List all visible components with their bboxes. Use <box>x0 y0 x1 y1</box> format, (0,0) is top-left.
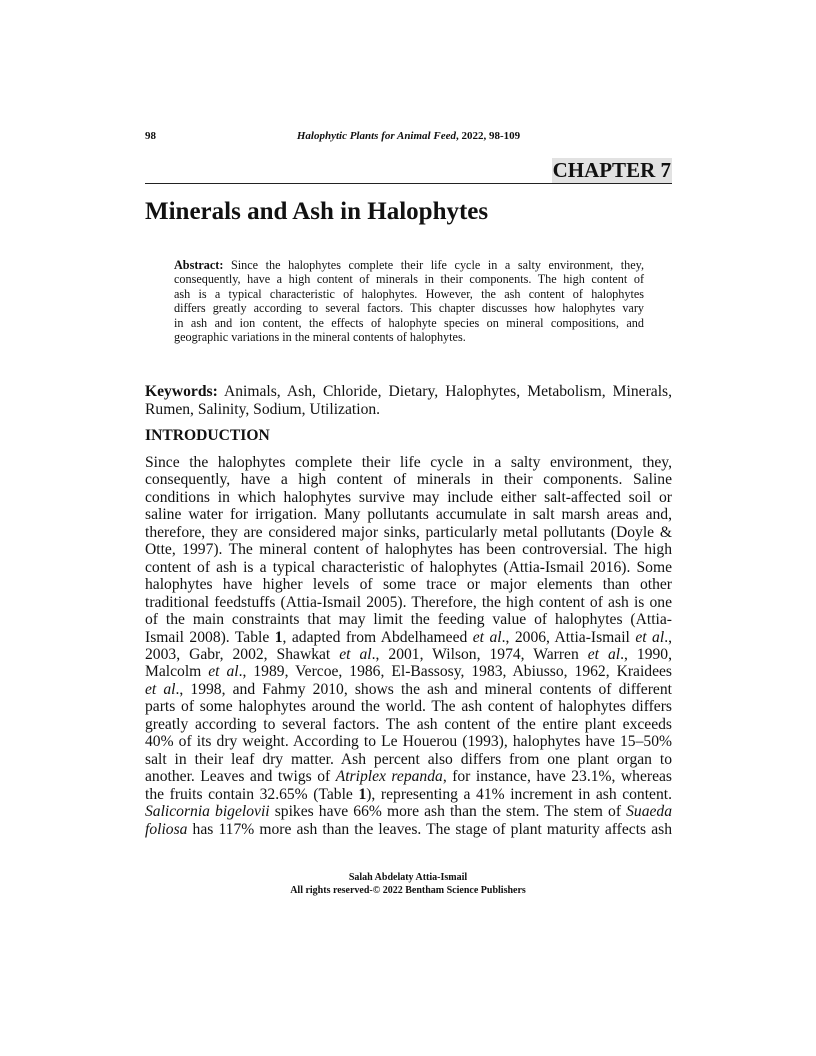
text-run: halophytes have higher levels of some trace or major elements than other <box>145 576 672 594</box>
text-line <box>145 594 672 611</box>
text-line <box>174 330 644 344</box>
text-run: Since the halophytes complete their life cycle in a salty environment, they, <box>223 258 644 272</box>
text-run: 40% of its dry weight. According to Le Houerou (1993), halophytes have 15–50% <box>145 733 672 751</box>
chapter-title: Minerals and Ash in Halophytes <box>145 198 489 225</box>
text-run: ., 2001, Wilson, 1974, Warren <box>371 645 588 663</box>
text-run: differs greatly according to several factors. This chapter discusses how halophytes vary <box>174 301 644 316</box>
text-line <box>145 768 672 785</box>
text-run: Otte, 1997). The mineral content of halophytes has been controversial. The high <box>145 541 672 559</box>
bold-text: Keywords: <box>145 383 218 400</box>
text-run: ), representing a 41% increment in ash content. <box>366 785 672 803</box>
text-run: ., 1989, Vercoe, 1986, El-Bassosy, 1983, Abiusso, 1962, Kraidees <box>238 663 672 681</box>
abstract <box>174 258 644 344</box>
text-run: ., 2006, Attia-Ismail <box>501 628 636 646</box>
text-line <box>174 287 644 301</box>
text-run: Malcolm <box>145 663 209 681</box>
text-run: Since the halophytes complete their life cycle in a salty environment, they, <box>145 454 672 471</box>
text-run: ., 1990, <box>620 645 672 663</box>
italic-text: et al <box>472 628 502 646</box>
text-run: Animals, Ash, Chloride, Dietary, Halophytes, Metabolism, Minerals, <box>217 383 672 400</box>
journal-title: Halophytic Plants for Animal Feed <box>296 130 456 142</box>
text-run: Ismail 2008). Table <box>145 628 275 646</box>
text-line <box>145 646 672 663</box>
introduction-paragraph <box>145 454 672 838</box>
text-line <box>145 803 672 820</box>
text-line <box>145 698 672 715</box>
text-line <box>145 471 672 488</box>
page-number: 98 <box>145 130 156 142</box>
text-line <box>145 821 672 838</box>
text-run: parts of some halophytes around the world. The ash content of halophytes differs <box>145 698 672 716</box>
text-run: traditional feedstuffs (Attia-Ismail 2005). Therefore, the high content of ash is one <box>145 593 672 611</box>
text-line <box>174 272 644 286</box>
text-run: Rumen, Salinity, Sodium, Utilization. <box>145 401 381 418</box>
text-line <box>145 629 672 646</box>
text-run: 2003, Gabr, 2002, Shawkat <box>145 645 340 663</box>
author-name: Salah Abdelaty Attia-Ismail <box>348 872 468 883</box>
page-footer <box>0 871 816 897</box>
text-run: conditions in which halophytes survive may include either salt-affected soil or <box>145 488 672 506</box>
text-line <box>145 576 672 593</box>
text-run: ., 1998, and Fahmy 2010, shows the ash and mineral contents of different <box>175 680 672 698</box>
italic-text: et al <box>635 628 665 646</box>
text-line <box>145 681 672 698</box>
text-run: greatly according to several factors. The ash content of the entire plant exceeds <box>145 715 672 733</box>
bold-text: Abstract: <box>174 258 224 272</box>
text-run: of the main constraints that may limit the feeding value of halophytes (Attia- <box>145 611 672 629</box>
bold-text: 1 <box>358 785 367 803</box>
text-line <box>145 663 672 680</box>
text-line <box>145 611 672 628</box>
section-heading-introduction: INTRODUCTION <box>145 427 270 444</box>
text-run: consequently, have a high content of minerals in their components. Saline <box>145 471 672 489</box>
text-line <box>145 383 672 401</box>
keywords <box>145 383 672 419</box>
italic-text: et al <box>587 645 621 663</box>
copyright-notice: All rights reserved-© 2022 Bentham Science Publishers <box>290 885 526 896</box>
text-run: another. Leaves and twigs of <box>145 768 336 786</box>
italic-text: et al <box>208 663 239 681</box>
journal-citation <box>145 130 672 142</box>
italic-text: Atriplex repanda <box>335 768 443 786</box>
text-line <box>174 258 644 272</box>
text-line <box>145 489 672 506</box>
text-line <box>145 541 672 558</box>
text-run: in ash and ion content, the effects of halophyte species on mineral compositions, and <box>174 315 644 330</box>
italic-text: Suaeda <box>626 803 673 821</box>
text-line <box>145 786 672 803</box>
text-run: , adapted from Abdelhameed <box>282 628 473 646</box>
text-line <box>145 401 672 419</box>
text-run: ., <box>664 628 672 646</box>
text-line <box>174 316 644 330</box>
text-run: content of ash is a typical characteristic of halophytes (Attia-Ismail 2016). Some <box>145 558 672 576</box>
text-run: therefore, they are considered major sinks, particularly metal pollutants (Doyle & <box>145 523 672 541</box>
chapter-label: CHAPTER 7 <box>552 158 671 182</box>
text-line <box>145 733 672 750</box>
italic-text: Salicornia bigelovii <box>145 803 270 821</box>
text-run: the fruits contain 32.65% (Table <box>145 785 359 803</box>
text-run: spikes have 66% more ash than the stem. The stem of <box>269 803 627 821</box>
italic-text: foliosa <box>145 820 188 838</box>
text-run: ash is a typical characteristic of halophytes. However, the ash content of halophytes <box>174 286 644 301</box>
text-line <box>145 506 672 523</box>
text-run: saline water for irrigation. Many pollutants accumulate in salt marsh areas and, <box>145 506 672 524</box>
text-run: consequently, have a high content of minerals in their components. The high content of <box>174 272 644 287</box>
text-line <box>145 454 672 471</box>
text-line <box>145 559 672 576</box>
text-line <box>145 716 672 733</box>
header-rule <box>145 183 672 184</box>
text-run: salt in their leaf dry matter. Ash percent also differs from one plant organ to <box>145 750 672 768</box>
text-line <box>145 524 672 541</box>
bold-text: 1 <box>274 628 283 646</box>
text-line <box>145 751 672 768</box>
text-line <box>174 301 644 315</box>
italic-text: et al <box>339 645 372 663</box>
text-run: , for instance, have 23.1%, whereas <box>442 768 673 786</box>
text-run: has 117% more ash than the leaves. The stage of plant maturity affects ash <box>187 820 672 838</box>
italic-text: et al <box>145 680 176 698</box>
journal-volume-pages: , 2022, 98-109 <box>455 130 521 142</box>
text-run: geographic variations in the mineral contents of halophytes. <box>174 330 466 345</box>
